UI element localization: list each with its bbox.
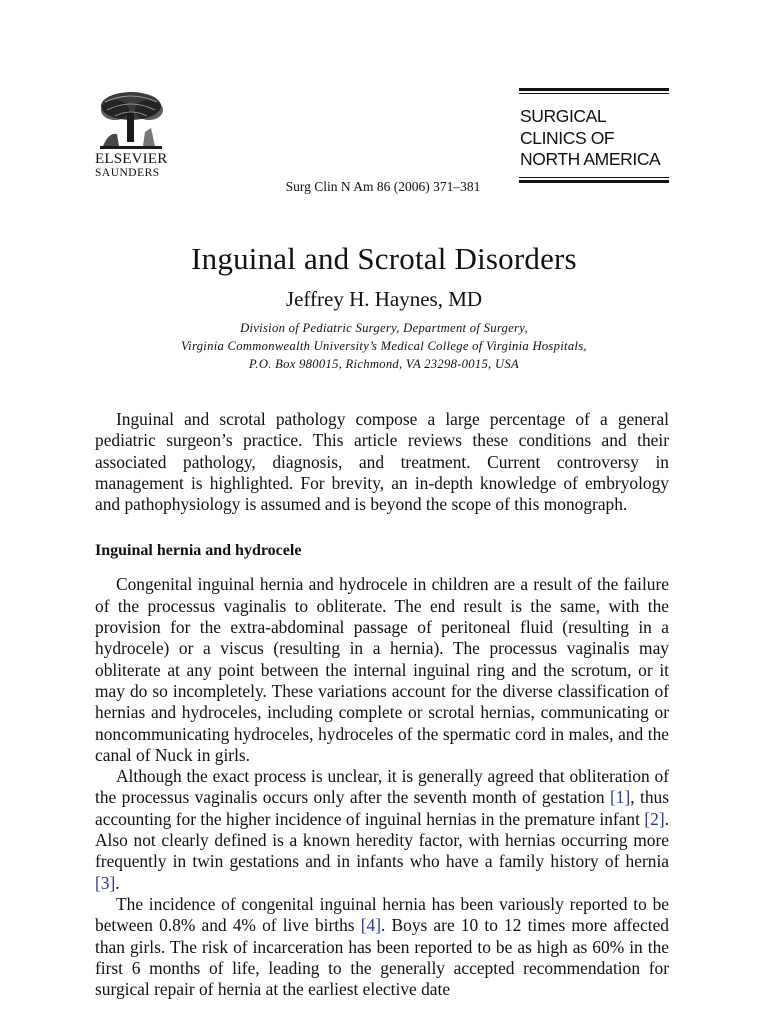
paragraph-text: Although the exact process is unclear, it is generally agreed that obliteration of the processus vaginalis occurs only after the seventh month of gestation xyxy=(95,766,669,808)
elsevier-tree-icon xyxy=(95,88,167,150)
author-affiliation xyxy=(0,319,768,373)
reference-link-1[interactable]: [1] xyxy=(610,787,631,808)
publisher-imprint: SAUNDERS xyxy=(95,167,160,179)
article-body xyxy=(95,409,669,1000)
article-author: Jeffrey H. Haynes, MD xyxy=(285,287,483,311)
paragraph-text: . Also not clearly defined is a known heredity factor, with hernias occurring more frequently in twin gestations and in infants who have a family history of hernia xyxy=(95,808,669,872)
body-paragraph xyxy=(95,894,669,1000)
masthead-top-rule-thin xyxy=(519,93,669,94)
publisher-logo xyxy=(95,88,175,180)
masthead-top-rule xyxy=(519,88,669,91)
reference-link-4[interactable]: [4] xyxy=(360,915,382,936)
journal-citation xyxy=(0,179,768,195)
affiliation-line: P.O. Box 980015, Richmond, VA 23298-0015, USA xyxy=(249,357,519,371)
journal-name-line: SURGICAL xyxy=(520,106,607,126)
journal-masthead xyxy=(519,88,669,183)
paragraph-text: , thus accounting for the higher incidence of inguinal hernias in the premature infant xyxy=(95,787,670,829)
abstract-paragraph: Inguinal and scrotal pathology compose a large percentage of a general pediatric surgeon’s practice. This article reviews these conditions and their associated pathology, diagnosis, and treatment. Current controversy in management is highlighted. For brevity, an in-depth knowledge of embryology and pathophysiology is assumed and is beyond the scope of this monograph. xyxy=(95,409,669,515)
affiliation-line: Virginia Commonwealth University’s Medical College of Virginia Hospitals, xyxy=(181,339,587,353)
paragraph-text: . xyxy=(115,872,120,893)
affiliation-line: Division of Pediatric Surgery, Department of Surgery, xyxy=(240,321,528,335)
paragraph-text: The incidence of congenital inguinal hernia has been variously reported to be between 0.8% and 4% of live births xyxy=(95,893,669,936)
citation-text: Surg Clin N Am 86 (2006) 371–381 xyxy=(285,179,481,194)
journal-name-line: CLINICS OF xyxy=(520,127,615,148)
reference-link-3[interactable]: [3] xyxy=(95,872,116,893)
paragraph-text: . Boys are 10 to 12 times more affected than girls. The risk of incarceration has been reported to be as high as 60% in the first 6 months of life, leading to the generally accepted recommendation for surgical repair of hernia at the earliest elective date xyxy=(95,915,669,1000)
article-title: Inguinal and Scrotal Disorders xyxy=(191,241,577,276)
journal-name xyxy=(520,106,669,171)
reference-link-2[interactable]: [2] xyxy=(644,808,665,829)
section-heading: Inguinal hernia and hydrocele xyxy=(95,542,302,560)
body-paragraph: Congenital inguinal hernia and hydrocele in children are a result of the failure of the processus vaginalis to obliterate. The end result is the same, with the provision for the extra-abdominal passage of peritoneal fluid (resulting in a hydrocele) or a viscus (resulting in a hernia). The processus vaginalis may obliterate at any point between the internal inguinal ring and the scrotum, or it may do so incompletely. These variations account for the diverse classification of hernias and hydroceles, including complete or scrotal hernias, communicating or noncommunicating hydroceles, hydroceles of the spermatic cord in males, and the canal of Nuck in girls. xyxy=(95,574,669,765)
publisher-name: ELSEVIER xyxy=(95,151,168,167)
masthead-bottom-rule-thin xyxy=(519,177,669,178)
journal-name-line: NORTH AMERICA xyxy=(520,149,661,169)
body-paragraph xyxy=(95,766,669,894)
